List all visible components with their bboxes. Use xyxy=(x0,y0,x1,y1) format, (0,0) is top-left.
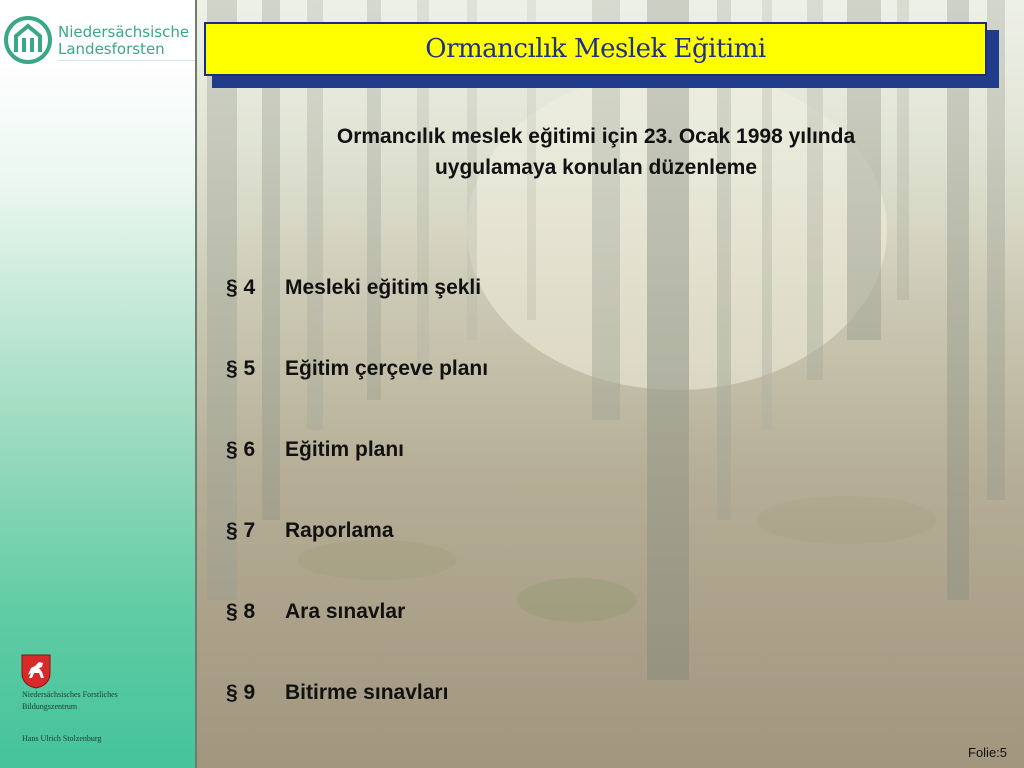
paragraph-number: § 7 xyxy=(226,519,256,542)
paragraph-label: Mesleki eğitim şekli xyxy=(285,276,482,299)
logo-underline xyxy=(58,60,196,61)
list-item xyxy=(226,276,481,300)
institution-name xyxy=(22,689,182,713)
paragraph-number: § 5 xyxy=(226,357,256,380)
tree-house-icon xyxy=(4,16,52,64)
paragraph-number: § 9 xyxy=(226,681,256,704)
slide-number: Folie:5 xyxy=(968,745,1008,760)
list-item xyxy=(226,438,404,462)
sidebar xyxy=(0,0,195,768)
horse-crest-icon xyxy=(20,653,52,689)
slide-title: Ormancılık Meslek Eğitimi xyxy=(425,34,766,64)
logo-line-2: Landesforsten xyxy=(58,40,165,58)
logo-text xyxy=(58,24,189,58)
subtitle-line-2: uygulamaya konulan düzenleme xyxy=(434,156,758,179)
list-item xyxy=(226,681,448,705)
forest-background xyxy=(197,0,1024,768)
author-name: Hans Ulrich Stolzenburg xyxy=(22,734,102,743)
slide-subtitle xyxy=(226,121,966,183)
paragraph-label: Ara sınavlar xyxy=(285,600,406,623)
forest-image xyxy=(197,0,1024,768)
subtitle-line-1: Ormancılık meslek eğitimi için 23. Ocak 1998 yılında xyxy=(336,125,856,148)
paragraph-label: Eğitim çerçeve planı xyxy=(285,357,489,380)
paragraph-number: § 8 xyxy=(226,600,256,623)
title-box xyxy=(204,22,987,76)
list-item xyxy=(226,357,488,381)
paragraph-label: Bitirme sınavları xyxy=(285,681,449,704)
logo-line-1: Niedersächsische xyxy=(58,23,190,41)
institution-line-1: Niedersächsisches Forstliches xyxy=(22,690,118,699)
paragraph-number: § 4 xyxy=(226,276,256,299)
paragraph-label: Raporlama xyxy=(285,519,394,542)
landesforsten-logo xyxy=(4,16,194,64)
list-item xyxy=(226,600,405,624)
paragraph-label: Eğitim planı xyxy=(285,438,405,461)
paragraph-number: § 6 xyxy=(226,438,256,461)
list-item xyxy=(226,519,394,543)
institution-line-2: Bildungszentrum xyxy=(22,702,78,711)
